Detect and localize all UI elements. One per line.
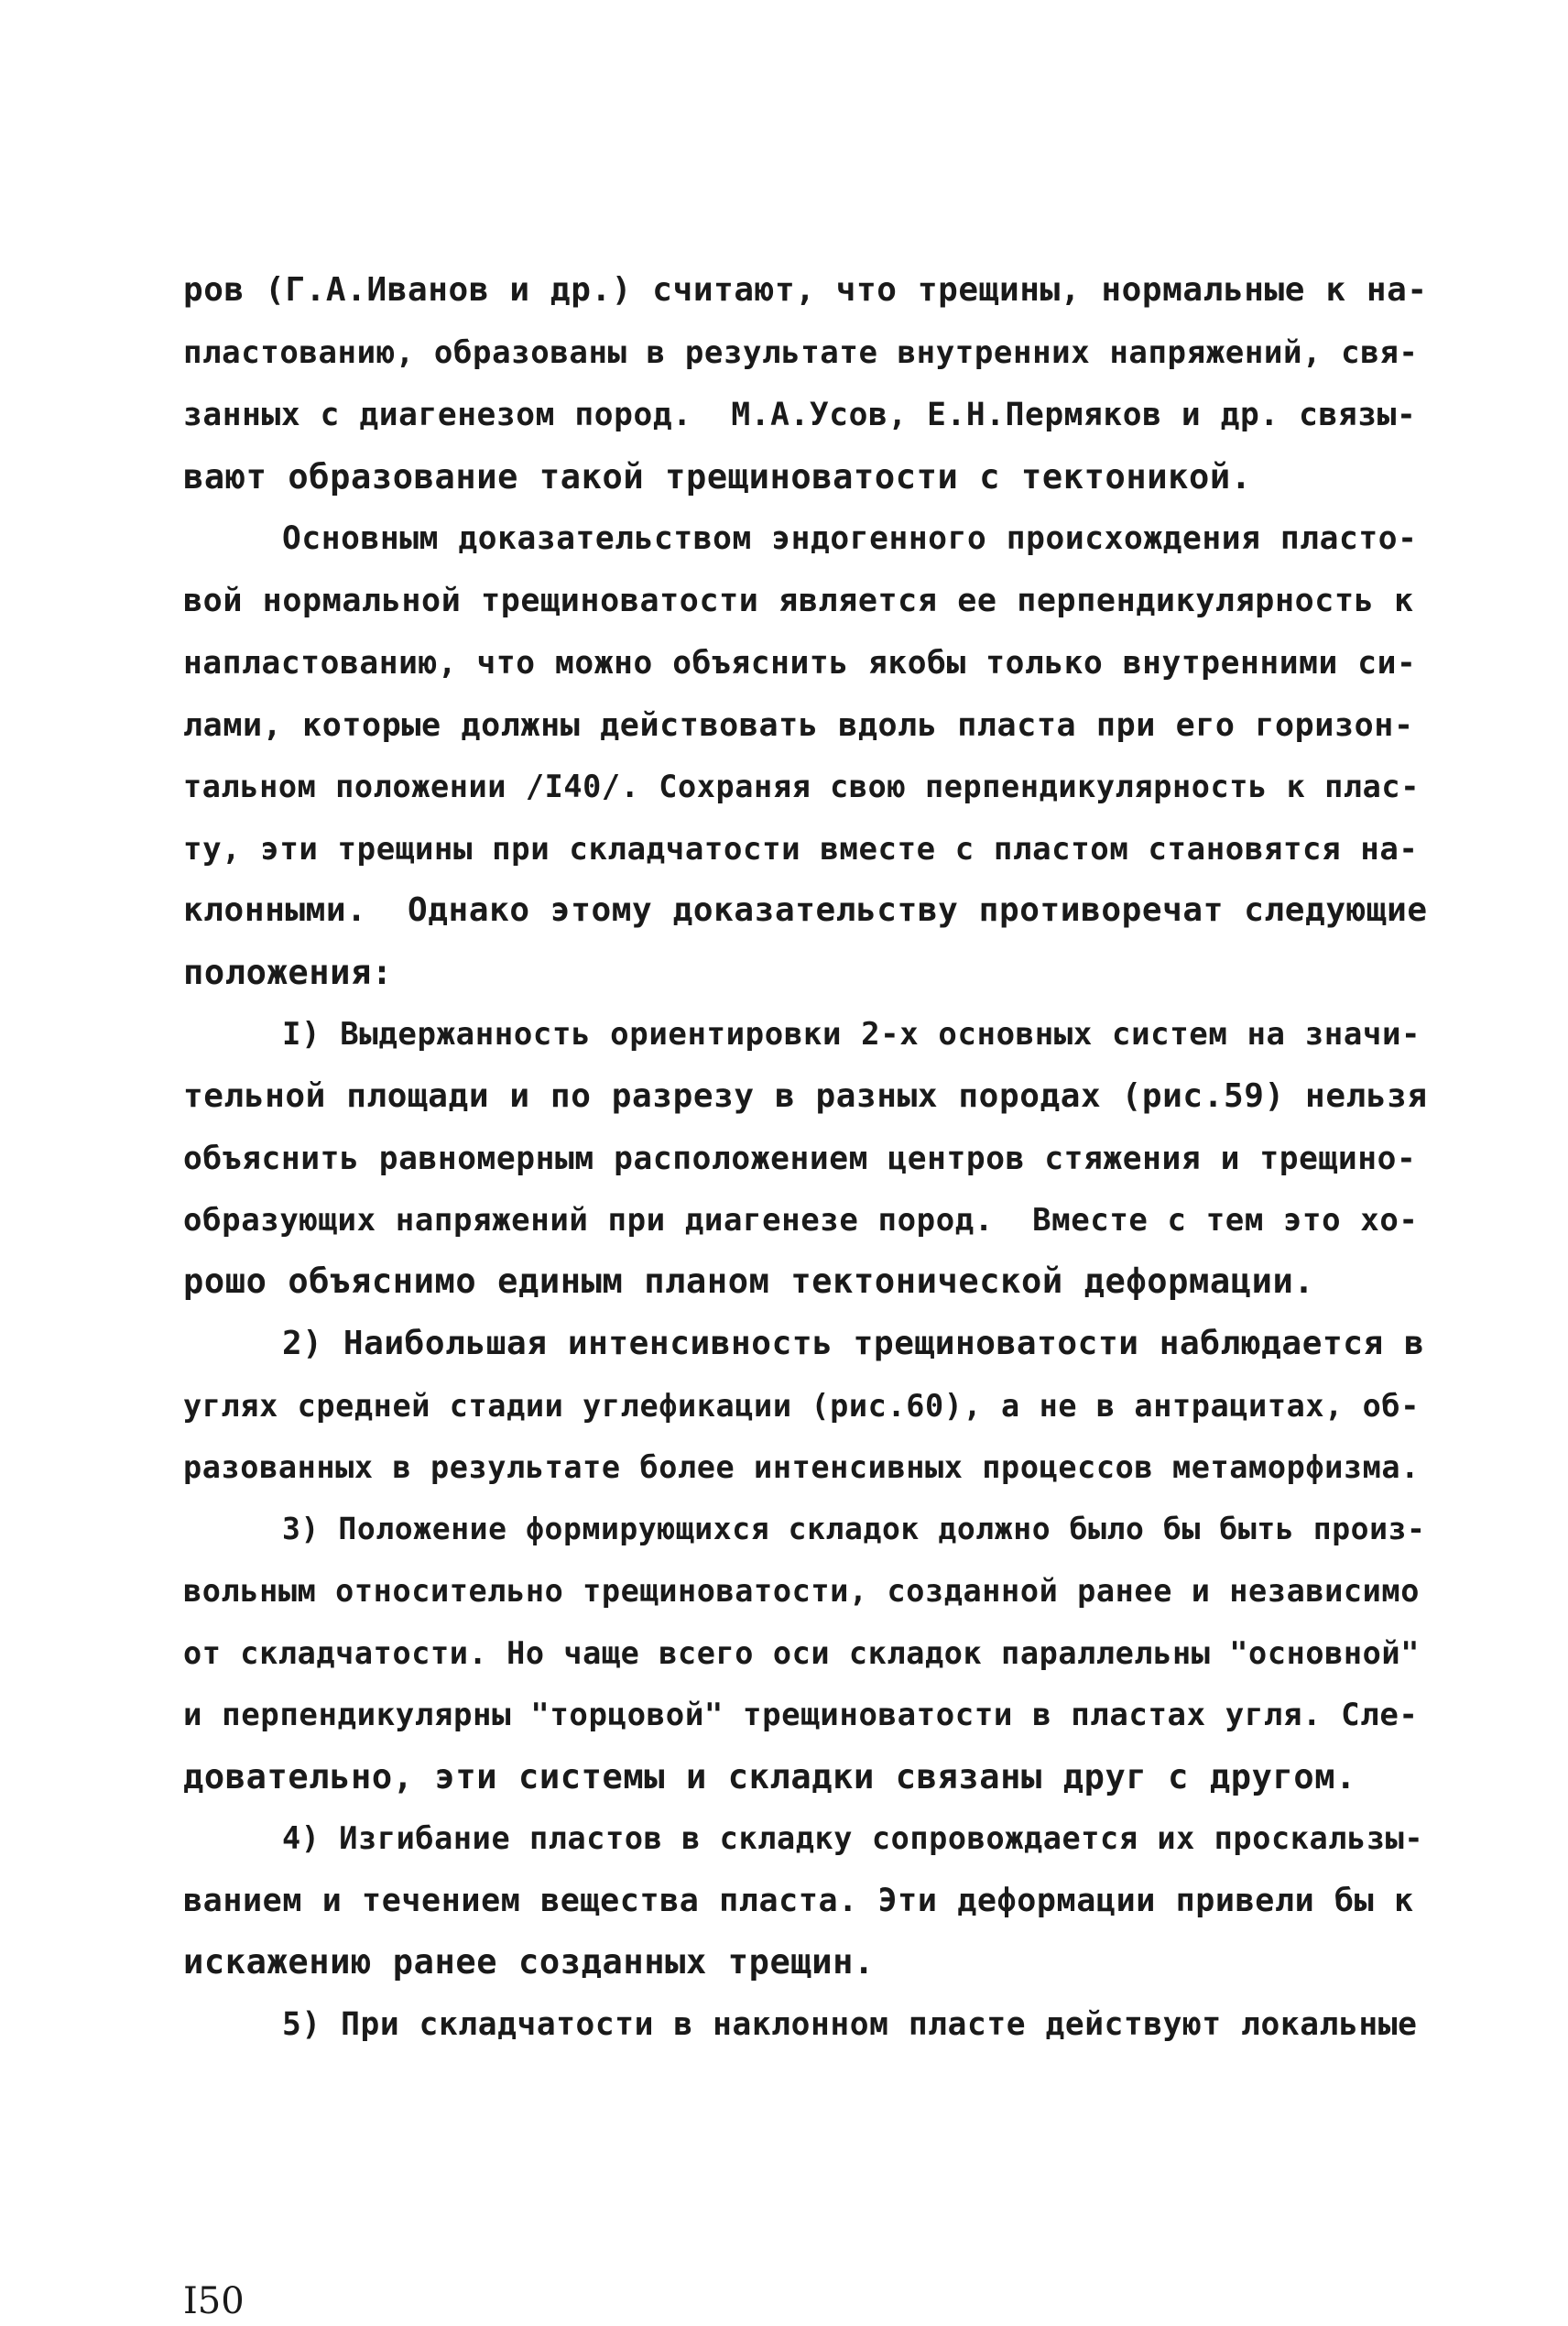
text-line: пластованию, образованы в результате внутренних напряжений, свя- xyxy=(183,334,1419,371)
text-line: углях средней стадии углефикации (рис.60), а не в антрацитах, об- xyxy=(183,1388,1420,1424)
text-line: вают образование такой трещиноватости с тектоникой. xyxy=(183,457,1252,497)
text-line: лами, которые должны действовать вдоль пласта при его горизон- xyxy=(183,707,1414,744)
text-line: 5) При складчатости в наклонном пласте действуют локальные xyxy=(282,2006,1418,2043)
text-line: тальном положении /I40/. Сохраняя свою перпендикулярность к плас- xyxy=(183,769,1420,804)
text-line: образующих напряжений при диагенезе пород. Вместе с тем это хо- xyxy=(183,1202,1419,1239)
text-line: 4) Изгибание пластов в складку сопровождается их проскальзы- xyxy=(282,1820,1424,1856)
text-line: вой нормальной трещиноватости является ее перпендикулярность к xyxy=(183,583,1414,619)
text-line: вольным относительно трещиноватости, созданной ранее и независимо xyxy=(183,1573,1420,1609)
text-line: напластованию, что можно объяснить якобы только внутренними си- xyxy=(183,645,1417,682)
text-line: рошо объяснимо единым планом тектонической деформации. xyxy=(183,1261,1315,1301)
text-line: тельной площади и по разрезу в разных породах (рис.59) нельзя xyxy=(183,1077,1428,1115)
page-number: I50 xyxy=(183,2280,245,2322)
text-line: и перпендикулярны "торцовой" трещиноватости в пластах угля. Сле- xyxy=(183,1697,1419,1733)
text-line: ванием и течением вещества пласта. Эти деформации привели бы к xyxy=(183,1883,1414,1919)
text-line: Основным доказательством эндогенного происхождения пласто- xyxy=(282,520,1418,557)
text-line: занных с диагенезом пород. М.А.Усов, Е.Н.Пермяков и др. связы- xyxy=(183,397,1417,433)
text-line: искажению ранее созданных трещин. xyxy=(183,1942,875,1982)
text-line: 3) Положение формирующихся складок должно было бы быть произ- xyxy=(282,1511,1426,1546)
text-line: разованных в результате более интенсивных процессов метаморфизма. xyxy=(183,1449,1420,1485)
text-line: 2) Наибольшая интенсивность трещиноватости наблюдается в xyxy=(282,1325,1425,1362)
text-line: ров (Г.А.Иванов и др.) считают, что трещины, нормальные к на- xyxy=(183,271,1428,309)
text-line: положения: xyxy=(183,953,393,992)
text-line: I) Выдержанность ориентировки 2-х основных систем на значи- xyxy=(282,1016,1421,1053)
text-line: ту, эти трещины при складчатости вместе с пластом становятся на- xyxy=(183,831,1419,868)
text-line: клонными. Однако этому доказательству противоречат следующие xyxy=(183,891,1428,929)
text-line: довательно, эти системы и складки связаны друг с другом. xyxy=(183,1757,1357,1796)
text-line: от складчатости. Но чаще всего оси складок параллельны "основной" xyxy=(183,1635,1420,1671)
text-line: объяснить равномерным расположением центров стяжения и трещино- xyxy=(183,1141,1417,1177)
